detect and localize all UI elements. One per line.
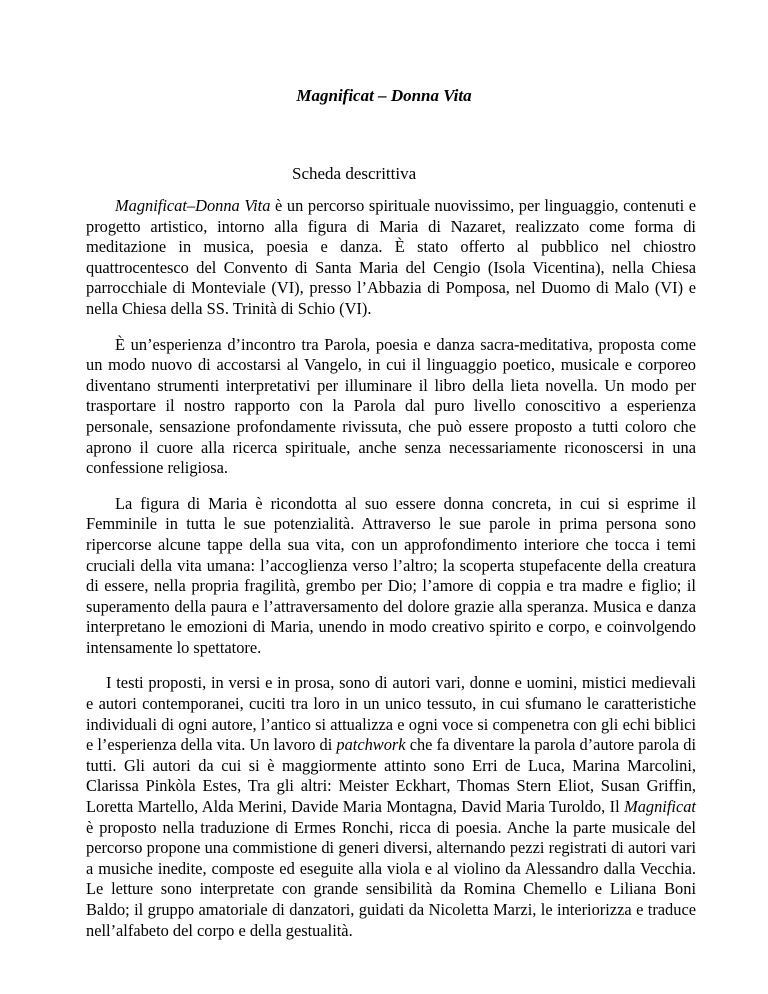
paragraph-4-text-1: I testi proposti, in versi e in prosa, sono di autori vari, donne e uomini, mistici medievali e autori contemporanei, cuciti tra loro in un unico tessuto, in cui sfumano le caratteristiche individuali di ogni autore, l’antico si attualizza e ogni voce si compenetra con gli echi biblici e l’esperienza della vita. Un lavoro di (86, 673, 696, 755)
paragraph-1-emphasis: Magnificat–Donna Vita (115, 196, 271, 215)
paragraph-1 (86, 196, 696, 320)
paragraph-4 (86, 673, 696, 941)
paragraph-2: È un’esperienza d’incontro tra Parola, poesia e danza sacra-meditativa, proposta come un modo nuovo di accostarsi al Vangelo, in cui il linguaggio poetico, musicale e corporeo diventano strumenti interpretativi per illuminare il libro della lieta novella. Un modo per trasportare il nostro rapporto con la Parola dal puro livello conoscitivo a esperienza personale, sensazione profondamente rivissuta, che può essere proposto a tutti coloro che aprono il cuore alla ricerca spirituale, anche senza necessariamente riconoscersi in una confessione religiosa. (86, 334, 696, 478)
paragraph-3: La figura di Maria è ricondotta al suo essere donna concreta, in cui si esprime il Femminile in tutta le sue potenzialità. Attraverso le sue parole in prima persona sono ripercorse alcune tappe della sua vita, con un approfondimento interiore che tocca i temi cruciali della vita umana: l’accoglienza verso l’altro; la scoperta stupefacente della creatura di essere, nella propria fragilità, grembo per Dio; l’amore di coppia e tra madre e figlio; il superamento della paura e l’attraversamento del dolore grazie alla speranza. Musica e danza interpretano le emozioni di Maria, unendo in modo creativo spirito e corpo, e coinvolgendo intensamente lo spettatore. (86, 493, 696, 657)
paragraph-4-text-2: che fa diventare la parola d’autore parola di tutti. Gli autori da cui si è maggiormente attinto sono Erri de Luca, Marina Marcolini, Clarissa Pinkòla Estes, Tra gli altri: Meister Eckhart, Thomas Stern Eliot, Susan Griffin, Loretta Martello, Alda Merini, Davide Maria Montagna, David Maria Turoldo, Il (86, 735, 697, 817)
document-subtitle: Scheda descrittiva (292, 164, 417, 183)
paragraph-4-text-3: è proposto nella traduzione di Ermes Ronchi, ricca di poesia. Anche la parte musicale del percorso propone una commistione di generi diversi, alternando pezzi registrati di autori vari a musiche inedite, composte ed eseguite alla viola e al violino da Alessandro dalla Vecchia. Le letture sono interpretate con grande sensibilità da Romina Chemello e Liliana Boni Baldo; il gruppo amatoriale di danzatori, guidati da Nicoletta Marzi, le interiorizza e traduce nell’alfabeto del corpo e della gestualità. (86, 817, 696, 940)
document-body (86, 196, 696, 956)
document-title: Magnificat – Donna Vita (296, 86, 472, 105)
paragraph-4-emphasis-2: Magnificat (624, 797, 696, 817)
paragraph-4-emphasis-1: patchwork (336, 735, 406, 755)
paragraph-1-text: è un percorso spirituale nuovissimo, per linguaggio, contenuti e progetto artistico, intorno alla figura di Maria di Nazaret, realizzato come forma di meditazione in musica, poesia e danza. È stato offerto al pubblico nel chiostro quattrocentesco del Convento di Santa Maria del Cengio (Isola Vicentina), nella Chiesa parrocchiale di Monteviale (VI), presso l’Abbazia di Pomposa, nel Duomo di Malo (VI) e nella Chiesa della SS. Trinità di Schio (VI). (86, 196, 696, 318)
